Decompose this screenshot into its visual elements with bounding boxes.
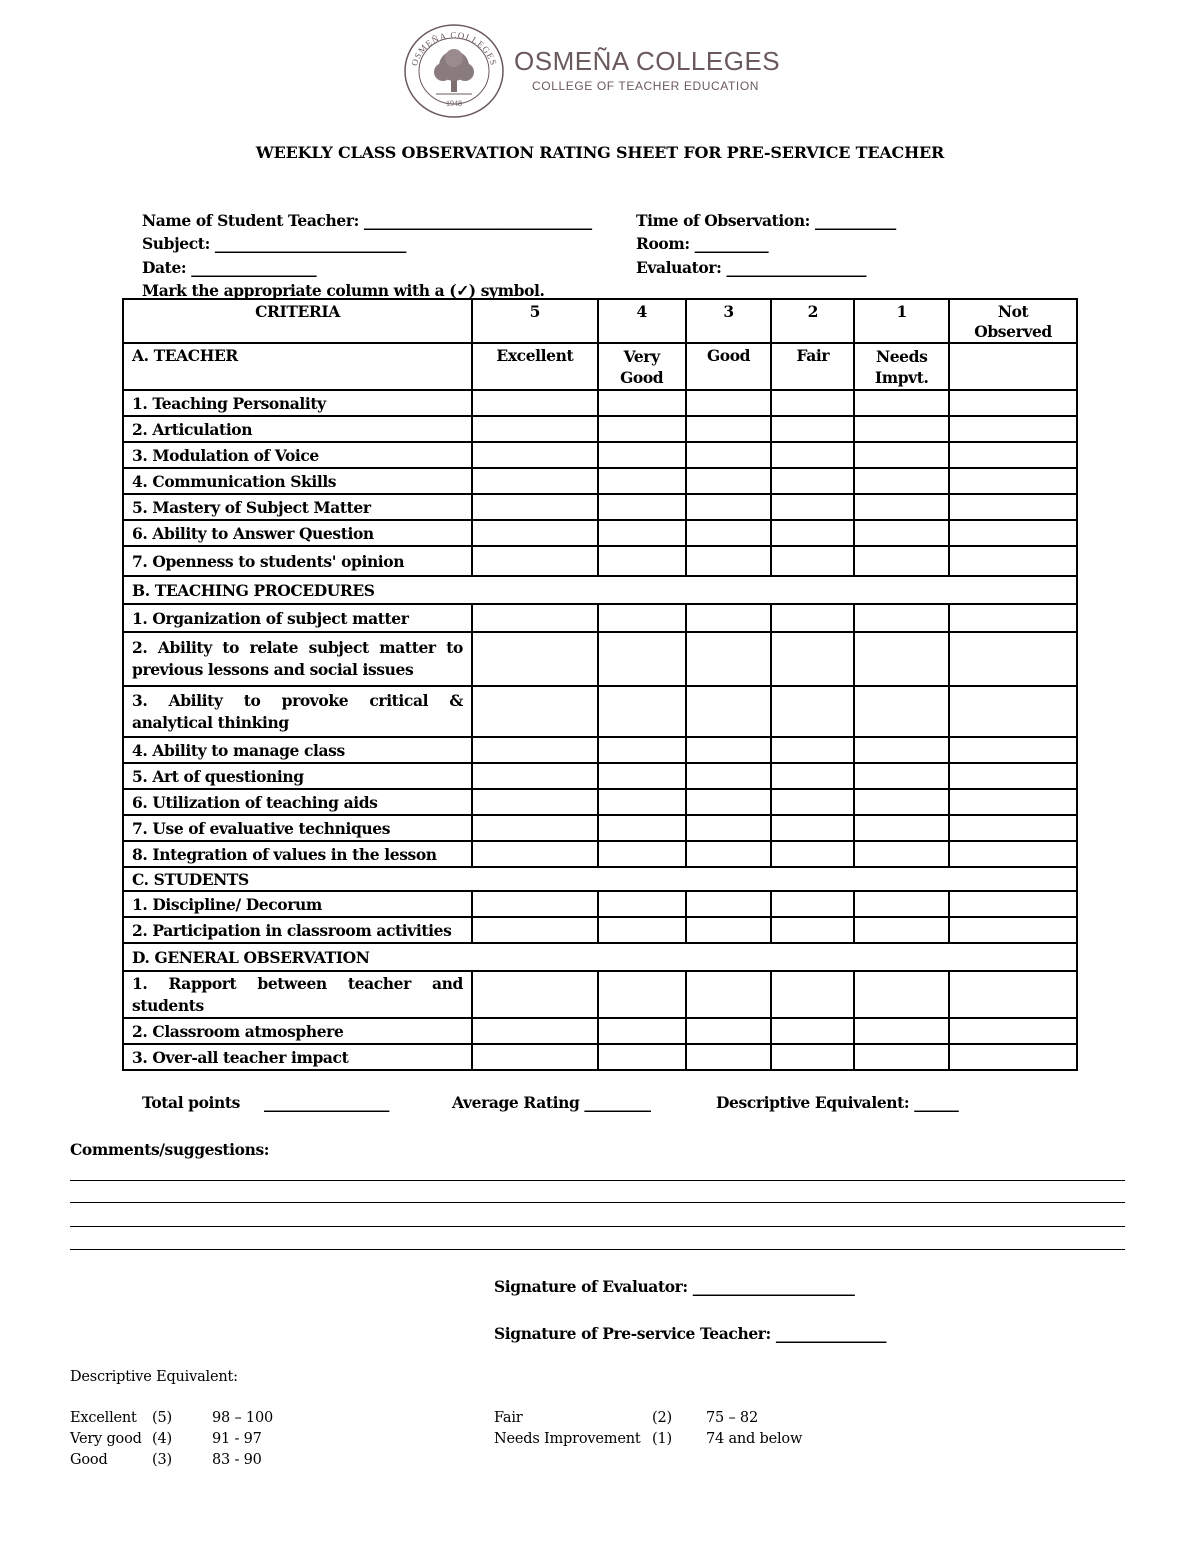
rating-cell[interactable] <box>598 632 686 686</box>
rating-cell[interactable] <box>686 416 772 442</box>
rating-cell[interactable] <box>472 815 598 841</box>
legend-range: 98 – 100 <box>212 1410 273 1426</box>
criterion-label: 4. Communication Skills <box>123 468 472 494</box>
preservice-signature-field[interactable]: Signature of Pre-service Teacher: _______________ <box>494 1324 887 1343</box>
descriptive-equivalent-field[interactable]: Descriptive Equivalent: ______ <box>716 1093 959 1112</box>
rating-cell[interactable] <box>949 416 1077 442</box>
rating-cell[interactable] <box>686 1044 772 1070</box>
criterion-label: 7. Openness to students' opinion <box>123 546 472 576</box>
rating-cell[interactable] <box>472 763 598 789</box>
rating-cell[interactable] <box>598 971 686 1018</box>
rating-cell[interactable] <box>771 632 854 686</box>
rating-cell[interactable] <box>686 891 772 917</box>
comment-line[interactable] <box>70 1180 1125 1181</box>
rating-cell[interactable] <box>472 468 598 494</box>
legend-range: 75 – 82 <box>706 1410 758 1426</box>
criterion-label: 2. Participation in classroom activities <box>123 917 472 943</box>
rating-cell[interactable] <box>686 971 772 1018</box>
legend-label: Fair <box>494 1410 523 1426</box>
student-name-field[interactable]: Name of Student Teacher: _______________________________ <box>142 211 592 230</box>
rating-cell[interactable] <box>472 390 598 416</box>
rating-cell[interactable] <box>949 390 1077 416</box>
rating-cell[interactable] <box>949 815 1077 841</box>
legend-label: Very good <box>70 1431 142 1447</box>
rating-cell[interactable] <box>686 789 772 815</box>
criterion-label: 1. Teaching Personality <box>123 390 472 416</box>
table-row <box>123 841 1077 867</box>
seal-year: 1948 <box>446 99 462 108</box>
header-not-observed: Not Observed <box>949 299 1077 343</box>
table-row <box>123 763 1077 789</box>
date-field[interactable]: Date: _________________ <box>142 258 317 277</box>
rating-cell[interactable] <box>854 416 949 442</box>
rating-cell[interactable] <box>472 841 598 867</box>
instruction-text: Mark the appropriate column with a (✓) symbol. <box>142 281 545 300</box>
header-3: 3 <box>686 299 772 343</box>
legend-code: (5) <box>152 1410 172 1426</box>
section-a-label: A. TEACHER <box>123 343 472 390</box>
header-row <box>123 299 1077 343</box>
rating-cell[interactable] <box>949 841 1077 867</box>
rating-cell[interactable] <box>598 604 686 632</box>
comment-line[interactable] <box>70 1202 1125 1203</box>
section-b-row <box>123 576 1077 604</box>
rating-cell[interactable] <box>686 815 772 841</box>
total-points-input[interactable]: _________________ <box>264 1093 389 1112</box>
table-row <box>123 520 1077 546</box>
room-field[interactable]: Room: __________ <box>636 234 769 253</box>
rating-cell[interactable] <box>771 604 854 632</box>
rating-cell[interactable] <box>472 686 598 737</box>
criterion-label: 8. Integration of values in the lesson <box>123 841 472 867</box>
rating-cell[interactable] <box>771 442 854 468</box>
header-criteria: CRITERIA <box>123 299 472 343</box>
rating-cell[interactable] <box>472 789 598 815</box>
rating-cell[interactable] <box>771 546 854 576</box>
rating-cell[interactable] <box>472 891 598 917</box>
rating-cell[interactable] <box>686 468 772 494</box>
rating-cell[interactable] <box>854 789 949 815</box>
rating-cell[interactable] <box>472 1044 598 1070</box>
rating-cell[interactable] <box>949 468 1077 494</box>
rating-cell[interactable] <box>949 632 1077 686</box>
rating-cell[interactable] <box>949 520 1077 546</box>
subject-field[interactable]: Subject: __________________________ <box>142 234 406 253</box>
criterion-label: 5. Art of questioning <box>123 763 472 789</box>
section-c-row <box>123 867 1077 891</box>
rating-cell[interactable] <box>949 1018 1077 1044</box>
rating-cell[interactable] <box>472 520 598 546</box>
rating-cell[interactable] <box>686 763 772 789</box>
rating-cell[interactable] <box>598 789 686 815</box>
rating-cell[interactable] <box>854 815 949 841</box>
rating-cell[interactable] <box>949 546 1077 576</box>
rating-cell[interactable] <box>472 1018 598 1044</box>
rating-cell[interactable] <box>949 604 1077 632</box>
legend-label: Good <box>70 1452 108 1468</box>
rating-cell[interactable] <box>771 520 854 546</box>
rating-cell[interactable] <box>598 841 686 867</box>
section-c-label: C. STUDENTS <box>123 867 1077 891</box>
page-title: WEEKLY CLASS OBSERVATION RATING SHEET FOR PRE-SERVICE TEACHER <box>255 143 945 162</box>
rating-cell[interactable] <box>854 468 949 494</box>
rating-needs-improvement: Needs Impvt. <box>854 343 949 390</box>
legend-range: 74 and below <box>706 1431 803 1447</box>
criterion-label: 1. Discipline/ Decorum <box>123 891 472 917</box>
rating-cell[interactable] <box>771 737 854 763</box>
rating-cell[interactable] <box>854 546 949 576</box>
rating-cell[interactable] <box>949 494 1077 520</box>
header-4: 4 <box>598 299 686 343</box>
rating-cell[interactable] <box>854 737 949 763</box>
rating-cell[interactable] <box>949 917 1077 943</box>
rating-cell[interactable] <box>854 390 949 416</box>
rating-cell[interactable] <box>472 604 598 632</box>
rating-cell[interactable] <box>686 686 772 737</box>
rating-cell[interactable] <box>771 494 854 520</box>
rating-cell[interactable] <box>771 815 854 841</box>
section-d-label: D. GENERAL OBSERVATION <box>123 943 1077 971</box>
rating-cell[interactable] <box>854 971 949 1018</box>
legend-range: 91 - 97 <box>212 1431 262 1447</box>
rating-cell[interactable] <box>854 494 949 520</box>
section-d-row <box>123 943 1077 971</box>
table-row <box>123 390 1077 416</box>
rating-cell[interactable] <box>598 1044 686 1070</box>
rating-cell[interactable] <box>771 1018 854 1044</box>
comments-label: Comments/suggestions: <box>70 1140 270 1159</box>
rating-cell[interactable] <box>598 686 686 737</box>
rating-cell[interactable] <box>598 737 686 763</box>
header-2: 2 <box>771 299 854 343</box>
legend-title: Descriptive Equivalent: <box>70 1369 238 1385</box>
legend-range: 83 - 90 <box>212 1452 262 1468</box>
rating-cell[interactable] <box>472 917 598 943</box>
evaluator-field[interactable]: Evaluator: ___________________ <box>636 258 867 277</box>
rating-cell[interactable] <box>949 1044 1077 1070</box>
table-row <box>123 789 1077 815</box>
rating-cell[interactable] <box>598 917 686 943</box>
criterion-label: 7. Use of evaluative techniques <box>123 815 472 841</box>
rating-cell[interactable] <box>598 390 686 416</box>
seal-arc-text: OSMEÑA COLLEGES <box>409 29 499 68</box>
rating-cell[interactable] <box>771 468 854 494</box>
rating-cell[interactable] <box>598 416 686 442</box>
criterion-label: 1. Rapport between teacher and students <box>123 971 472 1018</box>
rating-cell[interactable] <box>686 737 772 763</box>
rating-cell[interactable] <box>854 686 949 737</box>
rating-cell[interactable] <box>771 789 854 815</box>
legend-code: (4) <box>152 1431 172 1447</box>
criterion-label: 2. Classroom atmosphere <box>123 1018 472 1044</box>
rating-cell[interactable] <box>771 416 854 442</box>
table-row <box>123 468 1077 494</box>
rating-cell[interactable] <box>854 604 949 632</box>
rating-cell[interactable] <box>949 442 1077 468</box>
rating-cell[interactable] <box>686 604 772 632</box>
rating-cell[interactable] <box>854 442 949 468</box>
rating-cell[interactable] <box>686 546 772 576</box>
rating-cell[interactable] <box>854 841 949 867</box>
rating-cell[interactable] <box>771 917 854 943</box>
rating-good: Good <box>686 343 772 390</box>
rating-cell[interactable] <box>598 442 686 468</box>
brand-subtitle: COLLEGE OF TEACHER EDUCATION <box>532 79 760 93</box>
table-row <box>123 442 1077 468</box>
rating-very-good: Very Good <box>598 343 686 390</box>
rating-cell[interactable] <box>686 442 772 468</box>
rating-cell[interactable] <box>771 390 854 416</box>
brand-name: OSMEÑA COLLEGES <box>514 46 781 76</box>
legend-label: Excellent <box>70 1410 137 1426</box>
rating-cell[interactable] <box>949 789 1077 815</box>
criterion-label: 6. Utilization of teaching aids <box>123 789 472 815</box>
criterion-label: 2. Ability to relate subject matter to previous lessons and social issues <box>123 632 472 686</box>
rating-blank <box>949 343 1077 390</box>
rating-excellent: Excellent <box>472 343 598 390</box>
table-row <box>123 1044 1077 1070</box>
section-a-row <box>123 343 1077 390</box>
rating-cell[interactable] <box>949 686 1077 737</box>
rating-cell[interactable] <box>949 971 1077 1018</box>
criterion-label: 5. Mastery of Subject Matter <box>123 494 472 520</box>
rating-cell[interactable] <box>598 763 686 789</box>
rating-cell[interactable] <box>854 917 949 943</box>
rating-cell[interactable] <box>771 971 854 1018</box>
table-row <box>123 494 1077 520</box>
criterion-label: 6. Ability to Answer Question <box>123 520 472 546</box>
table-row <box>123 546 1077 576</box>
rating-cell[interactable] <box>686 917 772 943</box>
section-b-label: B. TEACHING PROCEDURES <box>123 576 1077 604</box>
rating-cell[interactable] <box>472 546 598 576</box>
rating-cell[interactable] <box>472 416 598 442</box>
criterion-label: 3. Ability to provoke critical & analytical thinking <box>123 686 472 737</box>
rating-cell[interactable] <box>598 891 686 917</box>
rating-cell[interactable] <box>598 520 686 546</box>
rating-cell[interactable] <box>598 468 686 494</box>
rating-cell[interactable] <box>949 763 1077 789</box>
rating-cell[interactable] <box>854 520 949 546</box>
rating-cell[interactable] <box>854 632 949 686</box>
legend-code: (3) <box>152 1452 172 1468</box>
header-1: 1 <box>854 299 949 343</box>
table-row <box>123 891 1077 917</box>
evaluator-signature-field[interactable]: Signature of Evaluator: ______________________ <box>494 1277 855 1296</box>
table-row <box>123 815 1077 841</box>
criterion-label: 4. Ability to manage class <box>123 737 472 763</box>
rating-cell[interactable] <box>771 1044 854 1070</box>
rating-cell[interactable] <box>771 763 854 789</box>
rating-cell[interactable] <box>472 632 598 686</box>
rating-cell[interactable] <box>854 763 949 789</box>
rating-cell[interactable] <box>472 494 598 520</box>
rating-cell[interactable] <box>686 494 772 520</box>
rating-table <box>122 298 1078 1071</box>
average-rating-field[interactable]: Average Rating _________ <box>452 1093 651 1112</box>
legend-label: Needs Improvement <box>494 1431 641 1447</box>
rating-cell[interactable] <box>598 1018 686 1044</box>
header-5: 5 <box>472 299 598 343</box>
rating-cell[interactable] <box>854 1018 949 1044</box>
rating-fair: Fair <box>771 343 854 390</box>
rating-cell[interactable] <box>598 546 686 576</box>
rating-cell[interactable] <box>854 1044 949 1070</box>
criterion-label: 3. Over-all teacher impact <box>123 1044 472 1070</box>
rating-cell[interactable] <box>686 390 772 416</box>
legend-code: (1) <box>652 1431 672 1447</box>
rating-cell[interactable] <box>472 442 598 468</box>
table-row <box>123 416 1077 442</box>
rating-cell[interactable] <box>686 1018 772 1044</box>
table-row <box>123 737 1077 763</box>
college-logo <box>402 22 802 122</box>
college-seal-icon <box>402 22 506 120</box>
table-row <box>123 917 1077 943</box>
rating-cell[interactable] <box>686 841 772 867</box>
rating-cell[interactable] <box>854 891 949 917</box>
table-row <box>123 1018 1077 1044</box>
table-row <box>123 971 1077 1018</box>
rating-cell[interactable] <box>686 632 772 686</box>
rating-cell[interactable] <box>598 815 686 841</box>
criterion-label: 3. Modulation of Voice <box>123 442 472 468</box>
table-row <box>123 686 1077 737</box>
table-row <box>123 604 1077 632</box>
rating-cell[interactable] <box>686 520 772 546</box>
comment-line[interactable] <box>70 1226 1125 1227</box>
time-field[interactable]: Time of Observation: ___________ <box>636 211 896 230</box>
rating-cell[interactable] <box>598 494 686 520</box>
rating-cell[interactable] <box>472 971 598 1018</box>
rating-cell[interactable] <box>472 737 598 763</box>
rating-cell[interactable] <box>949 891 1077 917</box>
rating-cell[interactable] <box>949 737 1077 763</box>
rating-cell[interactable] <box>771 686 854 737</box>
comment-line[interactable] <box>70 1249 1125 1250</box>
total-points-label: Total points <box>142 1093 241 1112</box>
criterion-label: 1. Organization of subject matter <box>123 604 472 632</box>
table-row <box>123 632 1077 686</box>
criterion-label: 2. Articulation <box>123 416 472 442</box>
legend-code: (2) <box>652 1410 672 1426</box>
rating-cell[interactable] <box>771 891 854 917</box>
rating-cell[interactable] <box>771 841 854 867</box>
